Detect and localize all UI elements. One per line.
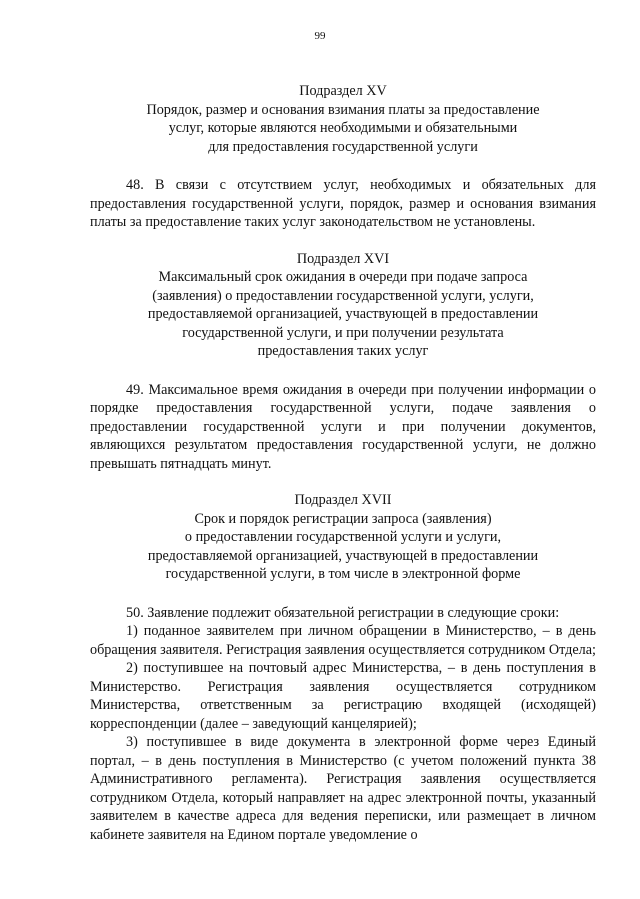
heading-line: для предоставления государственной услуги: [208, 138, 478, 155]
paragraph-48: 48. В связи с отсутствием услуг, необходимых и обязательных для предоставления государственной услуги, порядок, размер и основания взимания платы за предоставление таких услуг законодательством не установлены.: [90, 177, 596, 230]
heading-line: (заявления) о предоставлении государственной услуги, услуги,: [152, 287, 534, 304]
document-body: [90, 82, 596, 844]
heading-line: о предоставлении государственной услуги и услуги,: [184, 529, 502, 545]
paragraph-50-item-1: 1) поданное заявителем при личном обращении в Министерство, – в день обращения заявителя. Регистрация заявления осуществляется сотрудником Отдела;: [90, 623, 596, 658]
section-subtitle: Подраздел XVI: [296, 250, 390, 267]
section-heading-xvi: [90, 250, 596, 361]
paragraph-50-item-2: 2) поступившее на почтовый адрес Министерства, – в день поступления в Министерство. Регистрация заявления осуществляется сотрудником Министерства, ответственным за регистрацию входящей (исходящей) корреспонденции (далее – заведующий канцелярией);: [90, 660, 596, 732]
paragraph-50: 50. Заявление подлежит обязательной регистрации в следующие сроки:: [126, 604, 560, 621]
heading-line: Порядок, размер и основания взимания платы за предоставление: [146, 101, 540, 118]
section-subtitle: Подраздел XVII: [294, 492, 392, 508]
paragraph-50-item-3: 3) поступившее в виде документа в электронной форме через Единый портал, – в день поступления в Министерство (с учетом положений пункта 38 Административного регламента). Регистрация заявления осуществляется сотрудником Отдела, который направляет на адрес электронной почты, указанный заявителем в качестве адреса для ведения переписки, или размещает в личном кабинете заявителя на Едином портале уведомление о: [90, 734, 596, 843]
heading-line: предоставляемой организацией, участвующей в предоставлении: [147, 547, 539, 564]
paragraph-49: 49. Максимальное время ожидания в очереди при получении информации о порядке предоставления государственной услуги, подаче заявления о предоставлении государственной услуги и при получении документов, являющихся результатом предоставления государственной услуги, не должно превышать пятнадцать минут.: [90, 381, 596, 472]
heading-line: Максимальный срок ожидания в очереди при подаче запроса: [158, 269, 528, 285]
heading-line: государственной услуги, и при получении результата: [182, 324, 504, 341]
heading-line: услуг, которые являются необходимыми и обязательными: [168, 120, 518, 136]
heading-line: предоставления таких услуг: [257, 343, 429, 359]
heading-line: государственной услуги, в том числе в электронной форме: [165, 566, 521, 582]
section-heading-xvii: [90, 491, 596, 584]
page-number: 99: [314, 30, 326, 42]
heading-line: Срок и порядок регистрации запроса (заявления): [194, 510, 492, 527]
section-subtitle: Подраздел XV: [299, 83, 387, 99]
section-heading-xv: [90, 82, 596, 156]
heading-line: предоставляемой организацией, участвующей в предоставлении: [147, 306, 539, 322]
